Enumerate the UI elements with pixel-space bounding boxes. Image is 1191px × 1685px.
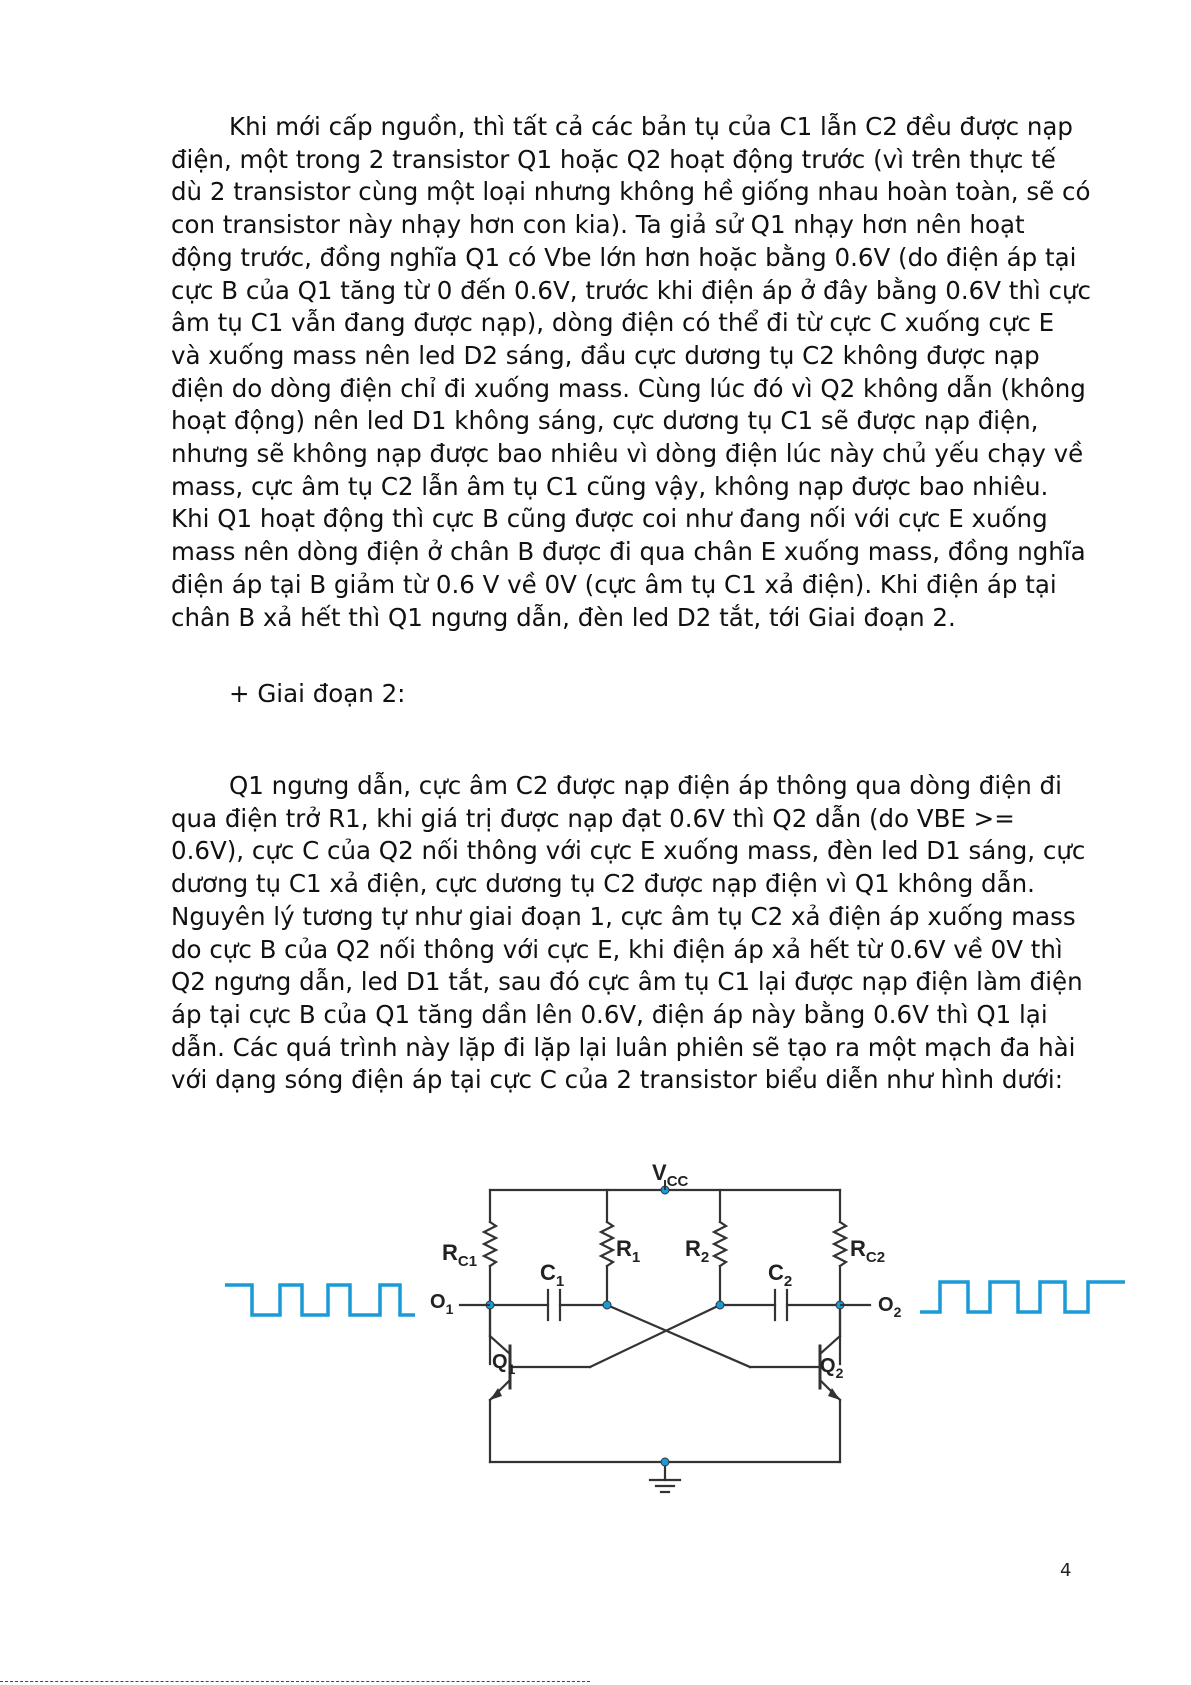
junction-dots: [486, 1186, 844, 1466]
vcc-label: $V_{CC}$: [652, 1160, 689, 1190]
rc2-label: $R_{C2}$: [850, 1236, 886, 1266]
q1-label: $Q_1$: [492, 1351, 516, 1377]
resistor-r1: [601, 1222, 613, 1266]
o1-label: $O_1$: [430, 1291, 454, 1317]
rc1-label: $R_{C1}$: [442, 1240, 478, 1270]
page-bottom-divider: [0, 1681, 590, 1682]
astable-multivibrator-circuit-diagram: [220, 1140, 1140, 1520]
r2-label: $R_2$: [685, 1236, 710, 1266]
o2-label: $O_2$: [878, 1294, 902, 1320]
q2-label: $Q_2$: [820, 1355, 844, 1381]
resistor-r2: [714, 1222, 726, 1266]
waveform-output-2: [920, 1282, 1125, 1312]
c2-label: $C_2$: [768, 1260, 793, 1290]
c1-label: $C_1$: [540, 1260, 565, 1290]
waveform-output-1: [225, 1285, 415, 1315]
body-paragraph-stage-2: Q1 ngưng dẫn, cực âm C2 được nạp điện áp thông qua dòng điện đi qua điện trở R1, khi giá trị được nạp đạt 0.6V thì Q2 dẫn (do VBE >= 0.6V), cực C của Q2 nối thông với cực E xuống mass, đèn led D1 sáng, cực dương tụ C1 xả điện, cực dương tụ C2 được nạp điện vì Q1 không dẫn. Nguyên lý tương tự như giai đoạn 1, cực âm tụ C2 xả điện áp xuống mass do cực B của Q2 nối thông với cực E, khi điện áp xả hết từ 0.6V về 0V thì Q2 ngưng dẫn, led D1 tắt, sau đó cực âm tụ C1 lại được nạp điện làm điện áp tại cực B của Q1 tăng dần lên 0.6V, điện áp này bằng 0.6V thì Q1 lại dẫn. Các quá trình này lặp đi lặp lại luân phiên sẽ tạo ra một mạch đa hài với dạng sóng điện áp tại cực C của 2 transistor biểu diễn như hình dưới:: [171, 771, 1086, 1095]
stage-2-heading: + Giai đoạn 2:: [229, 679, 406, 708]
circuit-wires: [460, 1190, 870, 1492]
page-number: 4: [1060, 1560, 1072, 1581]
r1-label: $R_1$: [616, 1236, 641, 1266]
resistor-rc1: [484, 1222, 496, 1266]
resistor-rc2: [834, 1222, 846, 1266]
body-paragraph-stage-1: Khi mới cấp nguồn, thì tất cả các bản tụ của C1 lẫn C2 đều được nạp điện, một trong 2 transistor Q1 hoặc Q2 hoạt động trước (vì trên thực tế dù 2 transistor cùng một loại nhưng không hề giống nhau hoàn toàn, sẽ có con transistor này nhạy hơn con kia). Ta giả sử Q1 nhạy hơn nên hoạt động trước, đồng nghĩa Q1 có Vbe lớn hơn hoặc bằng 0.6V (do điện áp tại cực B của Q1 tăng từ 0 đến 0.6V, trước khi điện áp ở đây bằng 0.6V thì cực âm tụ C1 vẫn đang được nạp), dòng điện có thể đi từ cực C xuống cực E và xuống mass nên led D2 sáng, đầu cực dương tụ C2 không được nạp điện do dòng điện chỉ đi xuống mass. Cùng lúc đó vì Q2 không dẫn (không hoạt động) nên led D1 không sáng, cực dương tụ C1 sẽ được nạp điện, nhưng sẽ không nạp được bao nhiêu vì dòng điện lúc này chủ yếu chạy về mass, cực âm tụ C2 lẫn âm tụ C1 cũng vậy, không nạp được bao nhiêu. Khi Q1 hoạt động thì cực B cũng được coi như đang nối với cực E xuống mass nên dòng điện ở chân B được đi qua chân E xuống mass, đồng nghĩa điện áp tại B giảm từ 0.6 V về 0V (cực âm tụ C1 xả điện). Khi điện áp tại chân B xả hết thì Q1 ngưng dẫn, đèn led D2 tắt, tới Giai đoạn 2.: [171, 112, 1091, 632]
